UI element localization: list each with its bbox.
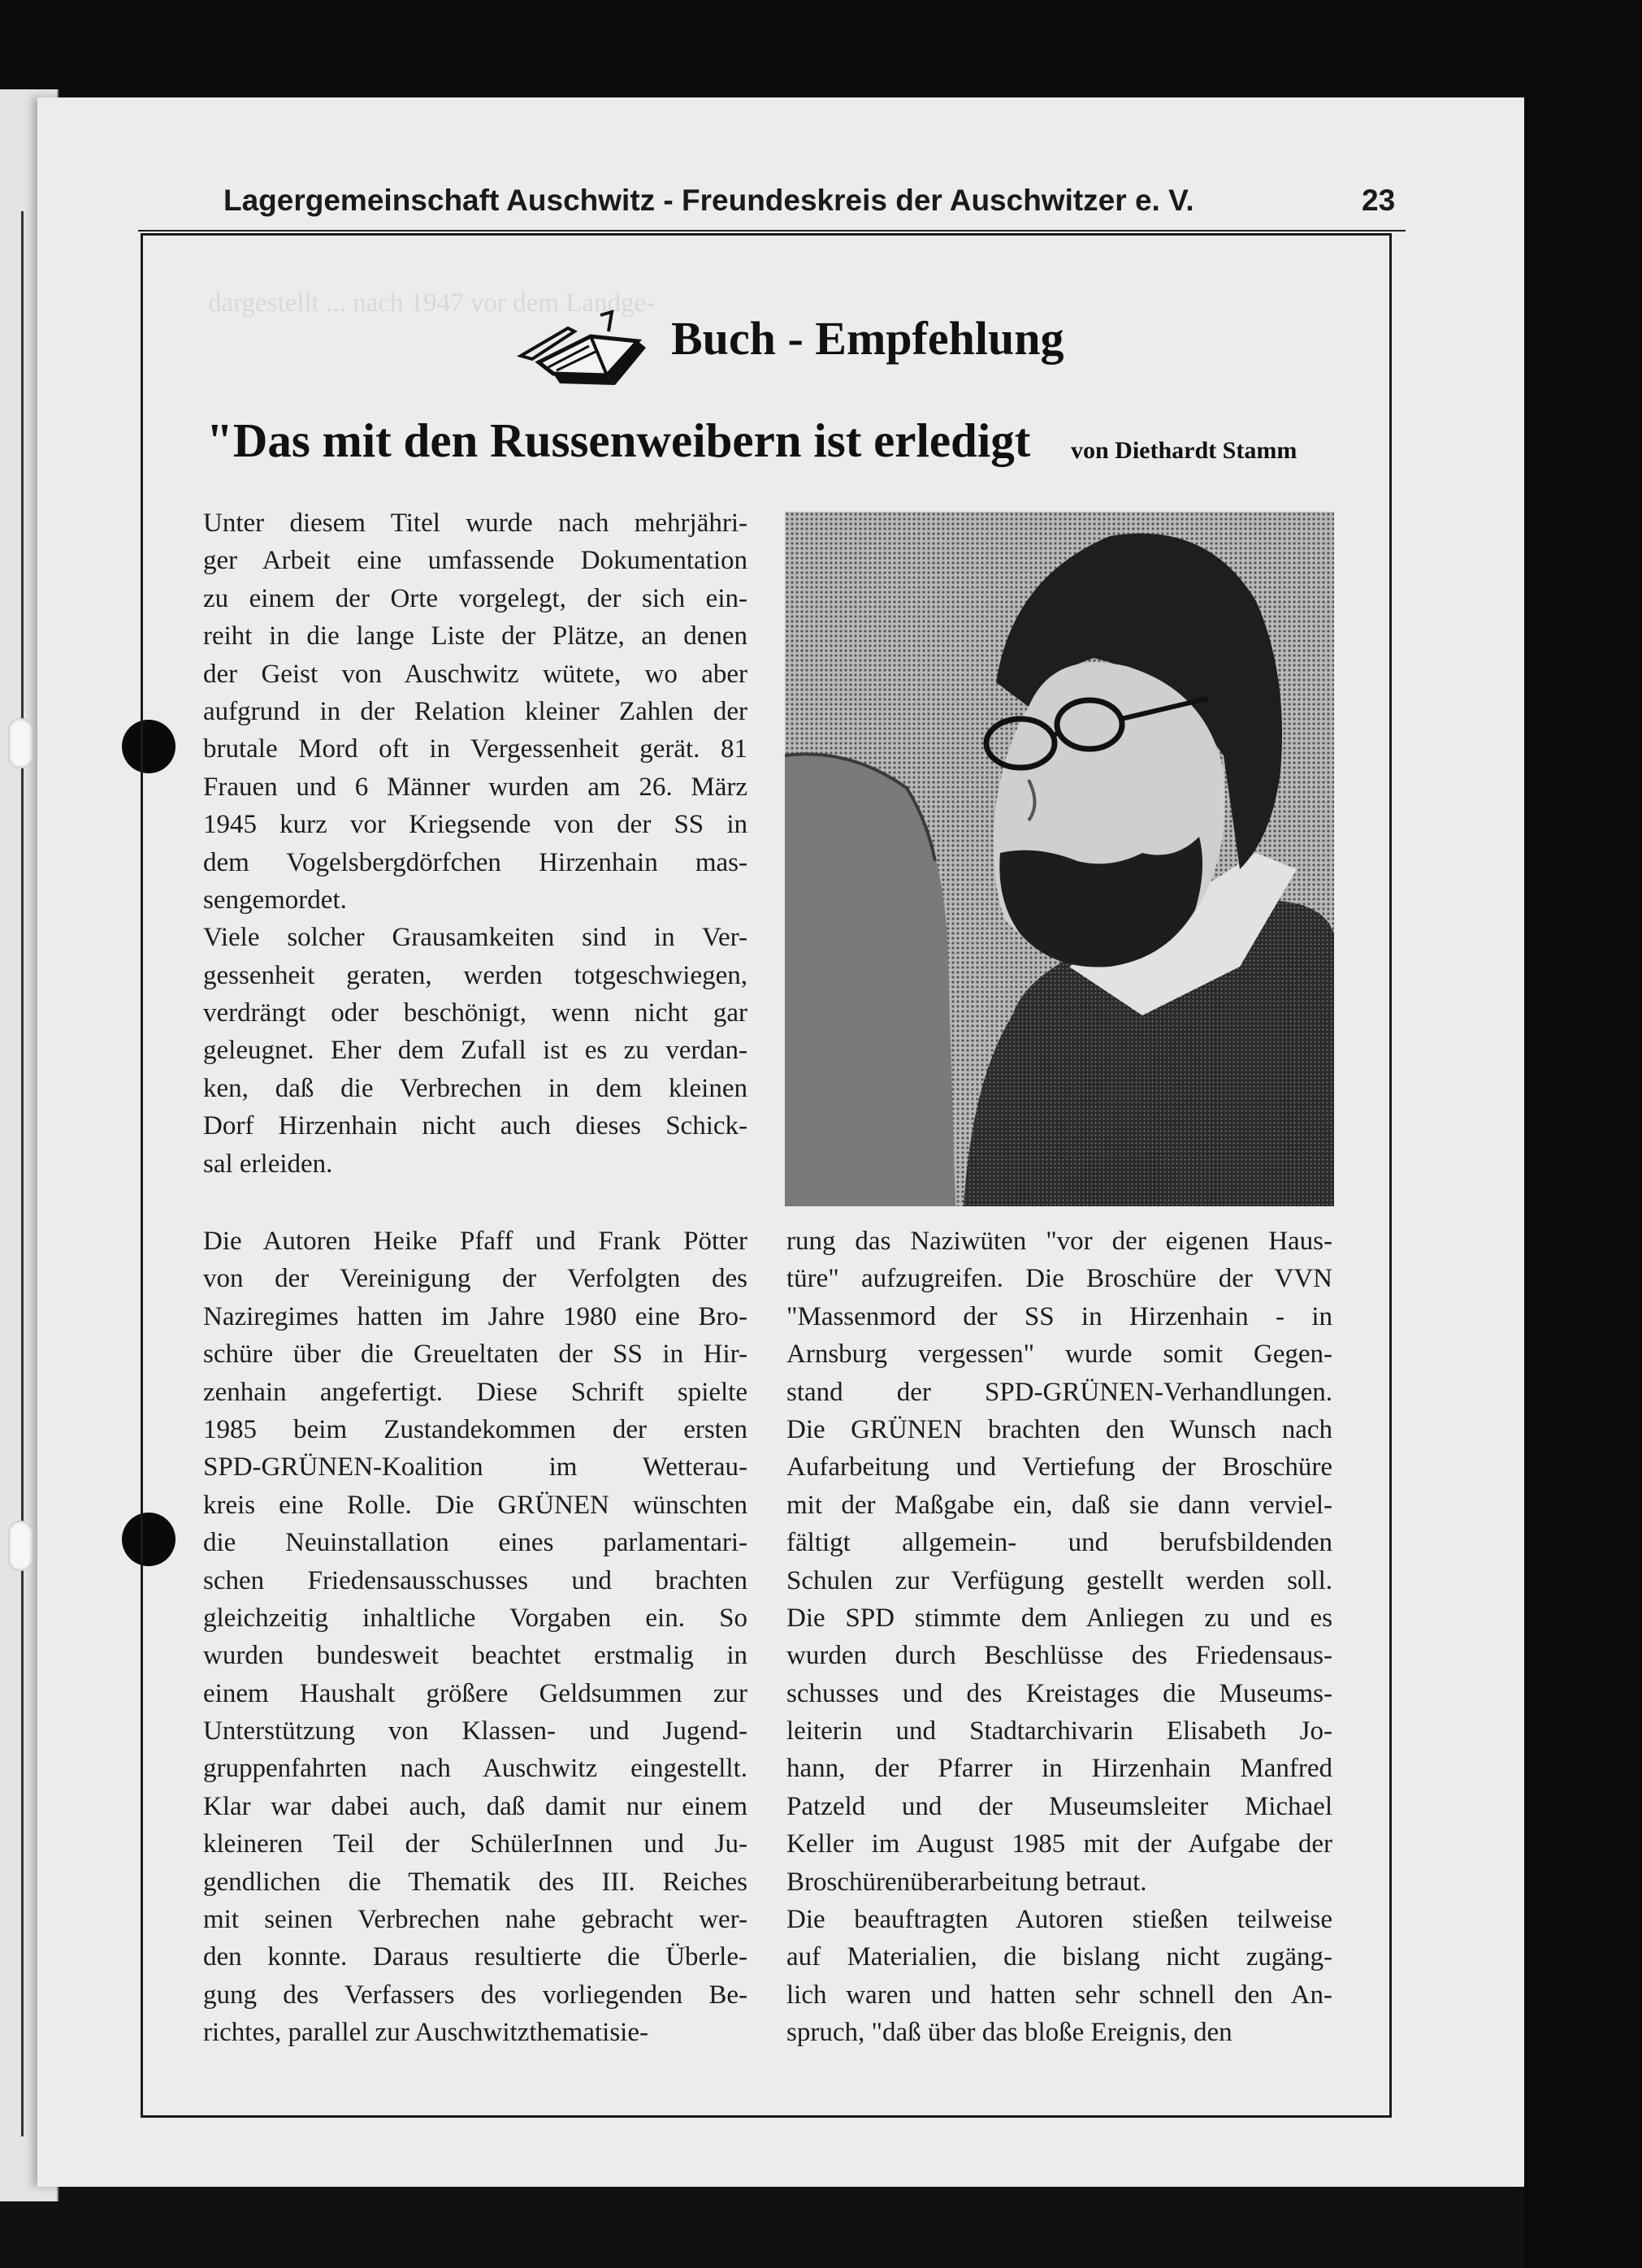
text-line: dem Vogelsbergdörfchen Hirzenhain mas-: [203, 847, 747, 877]
text-line: Die Autoren Heike Pfaff und Frank Pötter: [203, 1227, 747, 1256]
text-line: mit der Maßgabe ein, daß sie dann verviel-: [786, 1490, 1332, 1520]
text-line: sal erleiden.: [203, 1149, 333, 1179]
text-line: mit seinen Verbrechen nahe gebracht wer-: [203, 1905, 747, 1935]
text-line: SPD-GRÜNEN-Koalition im Wetterau-: [203, 1452, 747, 1482]
text-line: gruppenfahrten nach Auschwitz eingestellt.: [203, 1754, 747, 1784]
scanner-background-bottom: [0, 2185, 1642, 2268]
text-line: Viele solcher Grausamkeiten sind in Ver-: [203, 923, 747, 953]
bleed-through-text: dargestellt ... nach 1947 vor dem Landge-: [208, 288, 656, 318]
text-line: gendlichen die Thematik des III. Reiches: [203, 1867, 747, 1897]
text-line: leiterin und Stadtarchivarin Elisabeth Jo-: [786, 1716, 1332, 1746]
text-line: brutale Mord oft in Vergessenheit gerät. 81: [203, 734, 747, 764]
text-line: Die GRÜNEN brachten den Wunsch nach: [786, 1414, 1332, 1444]
text-line: Unter diesem Titel wurde nach mehrjähri-: [203, 509, 747, 538]
article-byline: von Diethardt Stamm: [1071, 437, 1298, 464]
page-number: 23: [1362, 184, 1396, 217]
text-line: zenhain angefertigt. Diese Schrift spielte: [203, 1377, 747, 1407]
text-line: Arnsburg vergessen" wurde somit Gegen-: [786, 1340, 1332, 1370]
text-line: Frauen und 6 Männer wurden am 26. März: [203, 772, 747, 802]
text-line: 1985 beim Zustandekommen der ersten: [203, 1414, 747, 1444]
intro-column: [203, 504, 747, 1183]
text-line: der Geist von Auschwitz wütete, wo aber: [203, 659, 747, 689]
text-line: türe" aufzugreifen. Die Broschüre der VVN: [786, 1264, 1332, 1294]
text-line: Broschürenüberarbeitung betraut.: [786, 1867, 1147, 1897]
text-line: schusses und des Kreistages die Museums-: [786, 1678, 1332, 1708]
text-line: den konnte. Daraus resultierte die Überle-: [203, 1942, 747, 1972]
binder-ring-hole-previous: [8, 1521, 32, 1571]
open-book-icon: [516, 307, 670, 398]
text-line: wurden durch Beschlüsse des Friedensaus-: [786, 1641, 1332, 1671]
text-line: Schulen zur Verfügung gestellt werden soll.: [786, 1565, 1332, 1595]
text-line: fältigt allgemein- und berufsbildenden: [786, 1528, 1332, 1558]
text-line: "Massenmord der SS in Hirzenhain - in: [786, 1301, 1332, 1331]
binder-ring-hole-previous: [8, 718, 32, 768]
text-line: gung des Verfassers des vorliegenden Be-: [203, 1980, 747, 2010]
body-column-left: [203, 1223, 747, 2052]
scanner-background-top: [0, 0, 1642, 96]
text-line: kleineren Teil der SchülerInnen und Ju-: [203, 1829, 747, 1859]
text-line: von der Vereinigung der Verfolgten des: [203, 1264, 747, 1294]
text-line: reiht in die lange Liste der Plätze, an denen: [203, 621, 747, 651]
text-line: stand der SPD-GRÜNEN-Verhandlungen.: [786, 1377, 1332, 1407]
portrait-photo: [785, 512, 1334, 1206]
running-header: Lagergemeinschaft Auschwitz - Freundeskreis der Auschwitzer e. V.: [223, 184, 1194, 217]
text-line: Unterstützung von Klassen- und Jugend-: [203, 1716, 747, 1746]
text-line: schen Friedensausschusses und brachten: [203, 1565, 747, 1595]
text-line: kreis eine Rolle. Die GRÜNEN wünschten: [203, 1490, 747, 1520]
text-line: gessenheit geraten, werden totgeschwiegen,: [203, 960, 747, 990]
text-line: wurden bundesweit beachtet erstmalig in: [203, 1641, 747, 1671]
text-line: lich waren und hatten sehr schnell den An-: [786, 1980, 1332, 2010]
header-rule: [138, 230, 1406, 232]
text-line: verdrängt oder beschönigt, wenn nicht gar: [203, 998, 747, 1028]
text-line: Keller im August 1985 mit der Aufgabe der: [786, 1829, 1332, 1859]
previous-page-frame-line: [0, 211, 24, 2136]
text-line: rung das Naziwüten "vor der eigenen Haus-: [786, 1227, 1332, 1256]
article-title: "Das mit den Russenweibern ist erledigt: [206, 413, 1031, 467]
text-line: 1945 kurz vor Kriegsende von der SS in: [203, 810, 747, 840]
text-line: schüre über die Greueltaten der SS in Hir-: [203, 1340, 747, 1370]
text-line: Aufarbeitung und Vertiefung der Broschüre: [786, 1452, 1332, 1482]
text-line: die Neuinstallation eines parlamentari-: [203, 1528, 747, 1558]
text-line: spruch, "daß über das bloße Ereignis, den: [786, 2018, 1233, 2048]
text-line: einem Haushalt größere Geldsummen zur: [203, 1678, 747, 1708]
text-line: Die beauftragten Autoren stießen teilweise: [786, 1905, 1332, 1935]
text-line: Patzeld und der Museumsleiter Michael: [786, 1791, 1332, 1821]
text-line: aufgrund in der Relation kleiner Zahlen der: [203, 696, 747, 726]
text-line: ken, daß die Verbrechen in dem kleinen: [203, 1073, 747, 1103]
text-line: gleichzeitig inhaltliche Vorgaben ein. So: [203, 1603, 747, 1633]
text-line: ger Arbeit eine umfassende Dokumentation: [203, 546, 747, 576]
section-title: Buch - Empfehlung: [671, 312, 1064, 365]
text-line: zu einem der Orte vorgelegt, der sich ein-: [203, 583, 747, 613]
text-line: richtes, parallel zur Auschwitzthematisie-: [203, 2018, 648, 2048]
scanner-background-right: [1523, 0, 1642, 2268]
text-line: geleugnet. Eher dem Zufall ist es zu verdan-: [203, 1036, 747, 1066]
text-line: Klar war dabei auch, daß damit nur einem: [203, 1791, 747, 1821]
body-column-right: [786, 1223, 1332, 2052]
text-line: Die SPD stimmte dem Anliegen zu und es: [786, 1603, 1332, 1633]
text-line: Naziregimes hatten im Jahre 1980 eine Bro-: [203, 1301, 747, 1331]
text-line: sengemordet.: [203, 885, 347, 915]
text-line: hann, der Pfarrer in Hirzenhain Manfred: [786, 1754, 1332, 1784]
text-line: Dorf Hirzenhain nicht auch dieses Schick-: [203, 1111, 747, 1141]
text-line: auf Materialien, die bislang nicht zugäng-: [786, 1942, 1332, 1972]
